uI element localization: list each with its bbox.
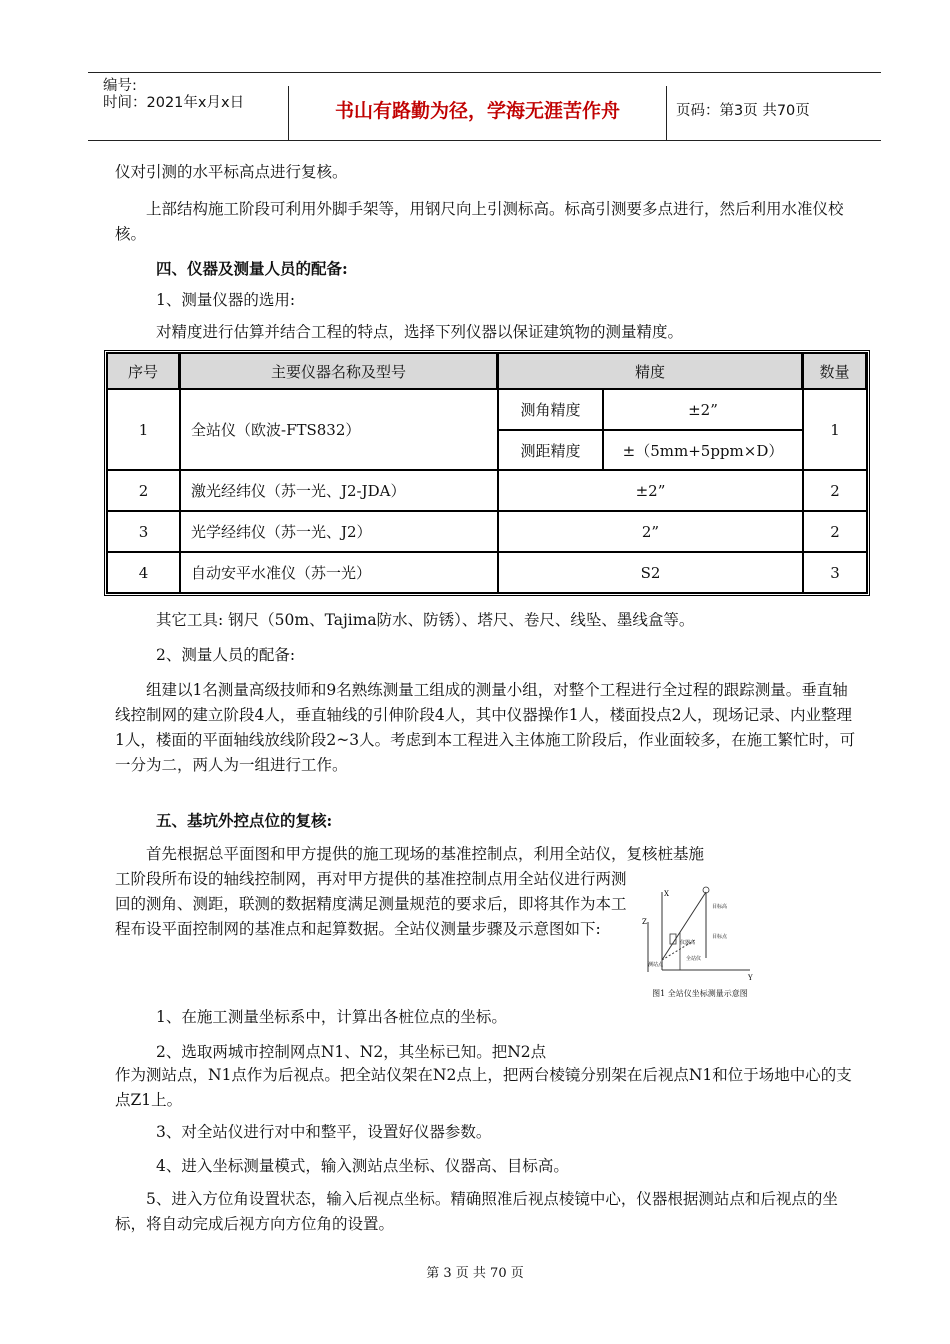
label-y-axis: Y	[748, 974, 753, 980]
cell-sub-value: ±（5mm+5ppm×D）	[603, 430, 803, 470]
header-bottom-rule	[88, 140, 881, 141]
instrument-table	[104, 350, 870, 596]
cell-no: 3	[107, 511, 180, 552]
paragraph-1: 仪对引测的水平标高点进行复核。	[115, 163, 348, 181]
header-number: 编号:	[103, 78, 137, 94]
table-header-row	[107, 353, 867, 389]
col-header-no: 序号	[107, 353, 180, 389]
cell-no: 2	[107, 470, 180, 511]
header-motto: 书山有路勤为径，学海无涯苦作舟	[334, 100, 620, 122]
table-row	[107, 470, 867, 511]
diagram-caption: 图1 全站仪坐标测量示意图	[652, 989, 748, 998]
subheading-instruments: 1、测量仪器的选用:	[156, 291, 296, 309]
col-header-name: 主要仪器名称及型号	[180, 353, 498, 389]
paragraph-6-wrap: 工阶段所布设的轴线控制网，再对甲方提供的基准控制点用全站仪进行两测回的测角、测距，联测的数据精度满足测量规范的要求后，即将其作为本工程布设平面控制网的基准点和起算数据。全站仪测量步骤及示意图如下:	[115, 870, 627, 938]
cell-name: 光学经纬仪（苏一光、J2）	[180, 511, 498, 552]
paragraph-3: 对精度进行估算并结合工程的特点，选择下列仪器以保证建筑物的测量精度。	[156, 323, 684, 341]
header-meta	[103, 78, 244, 112]
cell-accuracy: S2	[498, 552, 803, 593]
cell-accuracy: ±2”	[498, 470, 803, 511]
cell-qty: 3	[803, 552, 867, 593]
paragraph-6-first-line: 首先根据总平面图和甲方提供的施工现场的基准控制点，利用全站仪，复核桩基施	[146, 845, 705, 863]
cell-no: 1	[107, 389, 180, 470]
paragraph-2: 上部结构施工阶段可利用外脚手架等，用钢尺向上引测标高。标高引测要多点进行，然后利用水准仪校核。	[115, 200, 844, 243]
cell-sub-label: 测角精度	[498, 389, 603, 430]
subheading-personnel: 2、测量人员的配备:	[156, 646, 296, 664]
label-total-station: 全站仪	[686, 956, 702, 962]
label-target-point: 目标点	[712, 934, 728, 940]
step-4: 4、进入坐标测量模式，输入测站点坐标、仪器高、目标高。	[156, 1157, 569, 1175]
cell-name: 全站仪（欧波-FTS832）	[180, 389, 498, 470]
col-header-qty: 数量	[803, 353, 867, 389]
step-1: 1、在施工测量坐标系中，计算出各桩位点的坐标。	[156, 1008, 507, 1026]
section-heading-4: 四、仪器及测量人员的配备:	[156, 259, 348, 278]
label-x-axis: X	[664, 890, 669, 898]
section-heading-5: 五、基坑外控点位的复核:	[156, 811, 333, 830]
paragraph-other-tools: 其它工具: 钢尺（50m、Tajima防水、防锈）、塔尺、卷尺、线坠、墨线盒等。	[156, 611, 695, 629]
paragraph-personnel: 组建以1名测量高级技师和9名熟练测量工组成的测量小组，对整个工程进行全过程的跟踪测量。垂直轴线控制网的建立阶段4人，垂直轴线的引伸阶段4人，其中仪器操作1人，楼面投点2人，现场记录、内业整理1人，楼面的平面轴线放线阶段2~3人。考虑到本工程进入主体施工阶段后，作业面较多，在施工繁忙时，可一分为二，两人为一组进行工作。	[115, 681, 856, 774]
step-3: 3、对全站仪进行对中和整平，设置好仪器参数。	[156, 1123, 492, 1141]
header-time: 时间：2021年x月x日	[103, 95, 245, 111]
cell-name: 激光经纬仪（苏一光、J2-JDA）	[180, 470, 498, 511]
cell-accuracy: 2”	[498, 511, 803, 552]
step-2-first-line: 2、选取两城市控制网点N1、N2，其坐标已知。把N2点	[156, 1043, 547, 1061]
header-divider-left	[288, 86, 289, 140]
header-top-rule	[88, 72, 881, 73]
label-z-axis: Z	[642, 918, 647, 926]
cell-sub-value: ±2”	[603, 389, 803, 430]
table-row	[107, 552, 867, 593]
cell-qty: 1	[803, 389, 867, 470]
col-header-accuracy: 精度	[498, 353, 803, 389]
cell-qty: 2	[803, 511, 867, 552]
cell-no: 4	[107, 552, 180, 593]
table-row	[107, 511, 867, 552]
step-5: 5、进入方位角设置状态，输入后视点坐标。精确照准后视点棱镜中心，仪器根据测站点和后视点的坐标，将自动完成后视方向方位角的设置。	[115, 1190, 838, 1233]
page-footer: 第 3 页 共 70 页	[426, 1266, 524, 1281]
cell-name: 自动安平水准仪（苏一光）	[180, 552, 498, 593]
label-target-height: 目标高	[712, 904, 728, 910]
step-2-wrap: 作为测站点，N1点作为后视点。把全站仪架在N2点上，把两台棱镜分别架在后视点N1和位于场地中心的支点Z1上。	[115, 1066, 852, 1109]
label-station-point: 测站点	[648, 962, 664, 968]
total-station-diagram	[640, 880, 760, 1000]
label-instrument-height: 仪器高	[680, 940, 696, 946]
header-page-info: 页码：第3页 共70页	[676, 103, 810, 119]
table-row	[107, 389, 867, 430]
header-divider-right	[666, 86, 667, 140]
cell-qty: 2	[803, 470, 867, 511]
cell-sub-label: 测距精度	[498, 430, 603, 470]
diagram-svg	[640, 880, 760, 980]
